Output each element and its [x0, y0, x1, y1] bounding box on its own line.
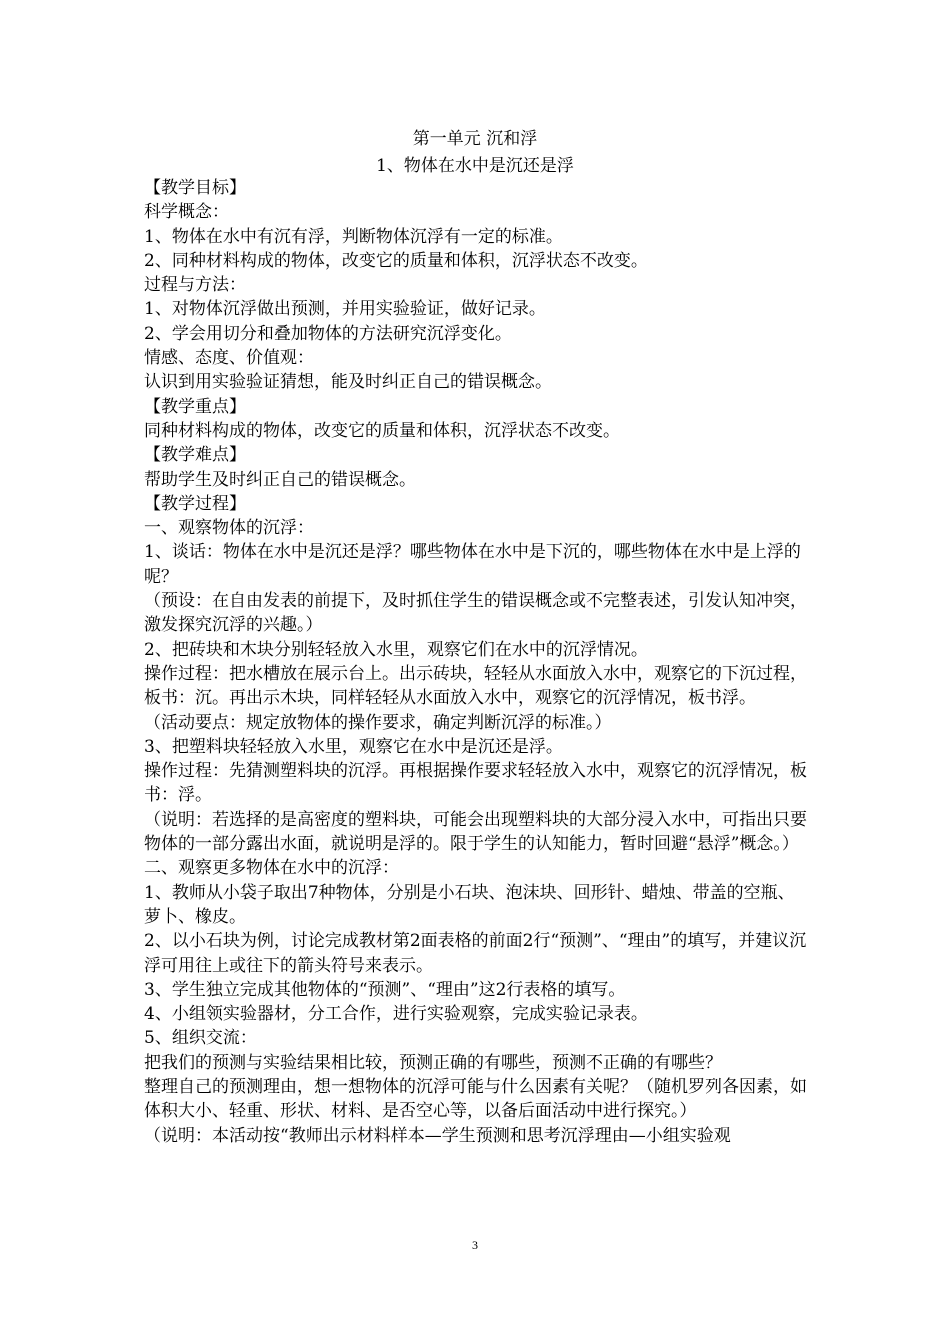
paragraph: 2、同种材料构成的物体，改变它的质量和体积，沉浮状态不改变。: [144, 250, 648, 271]
paragraph: 情感、态度、价值观：: [144, 348, 314, 369]
paragraph: （说明：若选择的是高密度的塑料块，可能会出现塑料块的大部分浸入水中，可指出只要物体的一部分露出水面，就说明是浮的。限于学生的认知能力，暂时回避“悬浮”概念。）: [144, 809, 807, 855]
paragraph: 1、谈话：物体在水中是沉还是浮？哪些物体在水中是下沉的，哪些物体在水中是上浮的呢？: [144, 542, 801, 587]
lesson-title: 1、物体在水中是沉还是浮: [376, 156, 574, 176]
page-number: 3: [472, 1238, 478, 1252]
paragraph: 整理自己的预测理由，想一想物体的沉浮可能与什么因素有关呢？（随机罗列各因素，如体积大小、轻重、形状、材料、是否空心等，以备后面活动中进行探究。）: [144, 1076, 807, 1122]
paragraph: 5、组织交流：: [144, 1028, 257, 1049]
paragraph: 【教学重点】: [144, 396, 246, 417]
paragraph: 1、对物体沉浮做出预测，并用实验验证，做好记录。: [144, 299, 546, 320]
paragraph: 操作过程：先猜测塑料块的沉浮。再根据操作要求轻轻放入水中，观察它的沉浮情况，板书：浮。: [144, 761, 807, 806]
paragraph: 同种材料构成的物体，改变它的质量和体积，沉浮状态不改变。: [144, 420, 620, 441]
document-body: [144, 176, 810, 1148]
paragraph: 一、观察物体的沉浮：: [144, 518, 314, 539]
paragraph: 帮助学生及时纠正自己的错误概念。: [144, 469, 416, 490]
paragraph: 过程与方法：: [144, 275, 246, 296]
paragraph: 把我们的预测与实验结果相比较，预测正确的有哪些，预测不正确的有哪些？: [144, 1052, 722, 1073]
paragraph: 3、学生独立完成其他物体的“预测”、“理由”这2行表格的填写。: [144, 979, 626, 1000]
paragraph: 4、小组领实验器材，分工合作，进行实验观察，完成实验记录表。: [144, 1004, 648, 1025]
paragraph: 2、把砖块和木块分别轻轻放入水里，观察它们在水中的沉浮情况。: [144, 639, 648, 660]
paragraph: 【教学过程】: [144, 493, 246, 514]
paragraph: （预设：在自由发表的前提下，及时抓住学生的错误概念或不完整表述，引发认知冲突，激发探究沉浮的兴趣。）: [144, 591, 807, 636]
paragraph: 二、观察更多物体在水中的沉浮：: [144, 858, 399, 879]
paragraph: 认识到用实验验证猜想，能及时纠正自己的错误概念。: [144, 372, 552, 393]
paragraph: 3、把塑料块轻轻放入水里，观察它在水中是沉还是浮。: [144, 736, 563, 757]
paragraph: 2、学会用切分和叠加物体的方法研究沉浮变化。: [144, 323, 512, 344]
paragraph: 2、以小石块为例，讨论完成教材第2面表格的前面2行“预测”、“理由”的填写，并建议沉浮可用往上或往下的箭头符号来表示。: [144, 931, 807, 976]
paragraph: （说明：本活动按“教师出示材料样本—学生预测和思考沉浮理由—小组实验观: [144, 1125, 731, 1146]
paragraph: 操作过程：把水槽放在展示台上。出示砖块，轻轻从水面放入水中，观察它的下沉过程，板书：沉。再出示木块，同样轻轻从水面放入水中，观察它的沉浮情况，板书浮。: [144, 663, 807, 709]
paragraph: 【教学目标】: [144, 178, 246, 198]
paragraph: 【教学难点】: [144, 445, 246, 466]
paragraph: 1、教师从小袋子取出7种物体，分别是小石块、泡沫块、回形针、蜡烛、带盖的空瓶、萝卜、橡皮。: [144, 882, 795, 927]
unit-title: 第一单元 沉和浮: [412, 129, 538, 149]
paragraph: （活动要点：规定放物体的操作要求，确定判断沉浮的标准。）: [144, 712, 612, 733]
paragraph: 科学概念：: [144, 202, 229, 223]
paragraph: 1、物体在水中有沉有浮，判断物体沉浮有一定的标准。: [144, 226, 563, 247]
